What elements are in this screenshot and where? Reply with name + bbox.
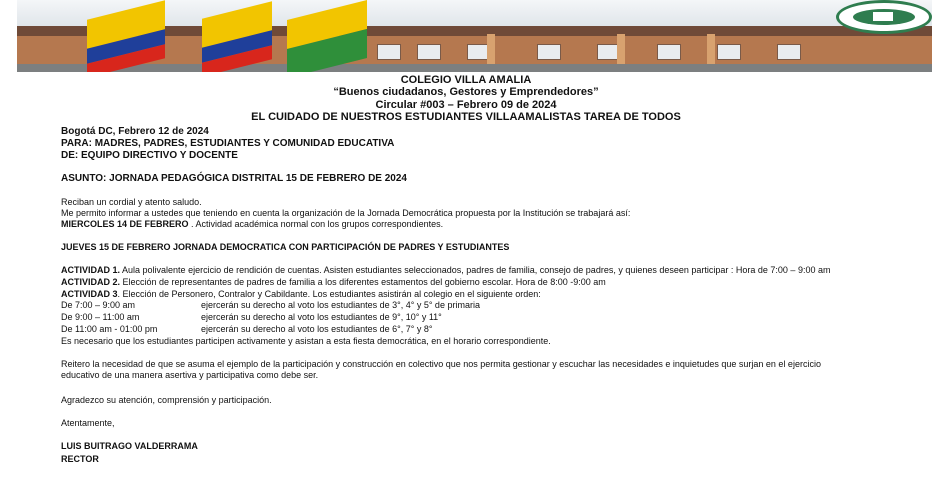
activity-2-label: ACTIVIDAD 2. [61,277,121,287]
banner-ground [17,64,932,72]
banner-window [377,44,401,60]
reiterate-line-2: educativo de una manera asertiva y participativa como debe ser. [61,370,319,380]
activity-2 [61,277,606,287]
activity-1-text: Aula polivalente ejercicio de rendición de cuentas. Asisten estudiantes seleccionados, padres de familia, consejo de padres, y quienes deseen participar : Hora de 7:00 – 9:00 am [120,265,831,275]
intro-paragraph: Me permito informar a ustedes que teniendo en cuenta la organización de la Jornada Democrática propuesta por la Institución se trabajará así: [61,208,631,218]
letter-date: Bogotá DC, Febrero 12 de 2024 [61,126,209,137]
schedule-time: De 9:00 – 11:00 am [61,312,140,322]
schedule-row [61,312,442,322]
letter-subject: ASUNTO: JORNADA PEDAGÓGICA DISTRITAL 15 DE FEBRERO DE 2024 [61,173,407,184]
greeting: Reciban un cordial y atento saludo. [61,197,202,207]
activity-3-label: ACTIVIDAD 3 [61,289,118,299]
letter-recipients: PARA: MADRES, PADRES, ESTUDIANTES Y COMUNIDAD EDUCATIVA [61,138,395,149]
school-name: COLEGIO VILLA AMALIA [400,74,532,86]
schedule-time: De 11:00 am - 01:00 pm [61,324,158,334]
schedule-row [61,300,480,310]
reiterate-line-1: Reitero la necesidad de que se asuma el ejemplo de la participación y construcción en colectivo que nos permita gestionar y escuchar las necesidades e inquietudes que surjan en el ejercicio [61,359,821,369]
activity-1 [61,265,830,275]
activity-3-text: . Elección de Personero, Contralor y Cabildante. Los estudiantes asistirán al colegio en el siguiente orden: [117,289,541,299]
banner-window [777,44,801,60]
thanks-line: Agradezco su atención, comprensión y participación. [61,395,272,405]
circular-number: Circular #003 – Febrero 09 de 2024 [375,99,557,111]
activity-3 [61,289,541,299]
header-banner-photo [17,0,932,72]
banner-window [657,44,681,60]
thursday-heading: JUEVES 15 DE FEBRERO JORNADA DEMOCRATICA CON PARTICIPACIÓN DE PADRES Y ESTUDIANTES [61,242,510,252]
banner-window [717,44,741,60]
schedule-desc: ejercerán su derecho al voto los estudiantes de 9°, 10° y 11° [201,312,442,322]
wednesday-line [61,219,443,229]
signature-title: RECTOR [61,454,99,464]
schedule-row [61,324,432,334]
letter-sender: DE: EQUIPO DIRECTIVO Y DOCENTE [61,150,238,161]
banner-pillar [617,34,625,66]
schedule-time: De 7:00 – 9:00 am [61,300,136,310]
activity-2-text: Elección de representantes de padres de familia a los diferentes estamentos del gobierno escolar. Hora de 8:00 -9:00 am [120,277,606,287]
banner-pillar [707,34,715,66]
participation-note: Es necesario que los estudiantes participen activamente y asistan a esta fiesta democrática, en el horario correspondiente. [61,336,551,346]
banner-window [537,44,561,60]
schedule-desc: ejercerán su derecho al voto los estudiantes de 3°, 4° y 5° de primaria [201,300,480,310]
banner-window [417,44,441,60]
banner-pillar [487,34,495,66]
school-motto: “Buenos ciudadanos, Gestores y Emprendedores” [333,86,599,98]
letter-headline: EL CUIDADO DE NUESTROS ESTUDIANTES VILLAAMALISTAS TAREA DE TODOS [251,111,681,123]
signature-name: LUIS BUITRAGO VALDERRAMA [61,441,198,451]
activity-1-label: ACTIVIDAD 1. [61,265,121,275]
schedule-desc: ejercerán su derecho al voto los estudiantes de 6°, 7° y 8° [201,324,433,334]
wednesday-label: MIERCOLES 14 DE FEBRERO [61,219,189,229]
school-logo-icon [836,0,932,34]
wednesday-text: . Actividad académica normal con los grupos correspondientes. [188,219,444,229]
closing-line: Atentamente, [61,418,115,428]
